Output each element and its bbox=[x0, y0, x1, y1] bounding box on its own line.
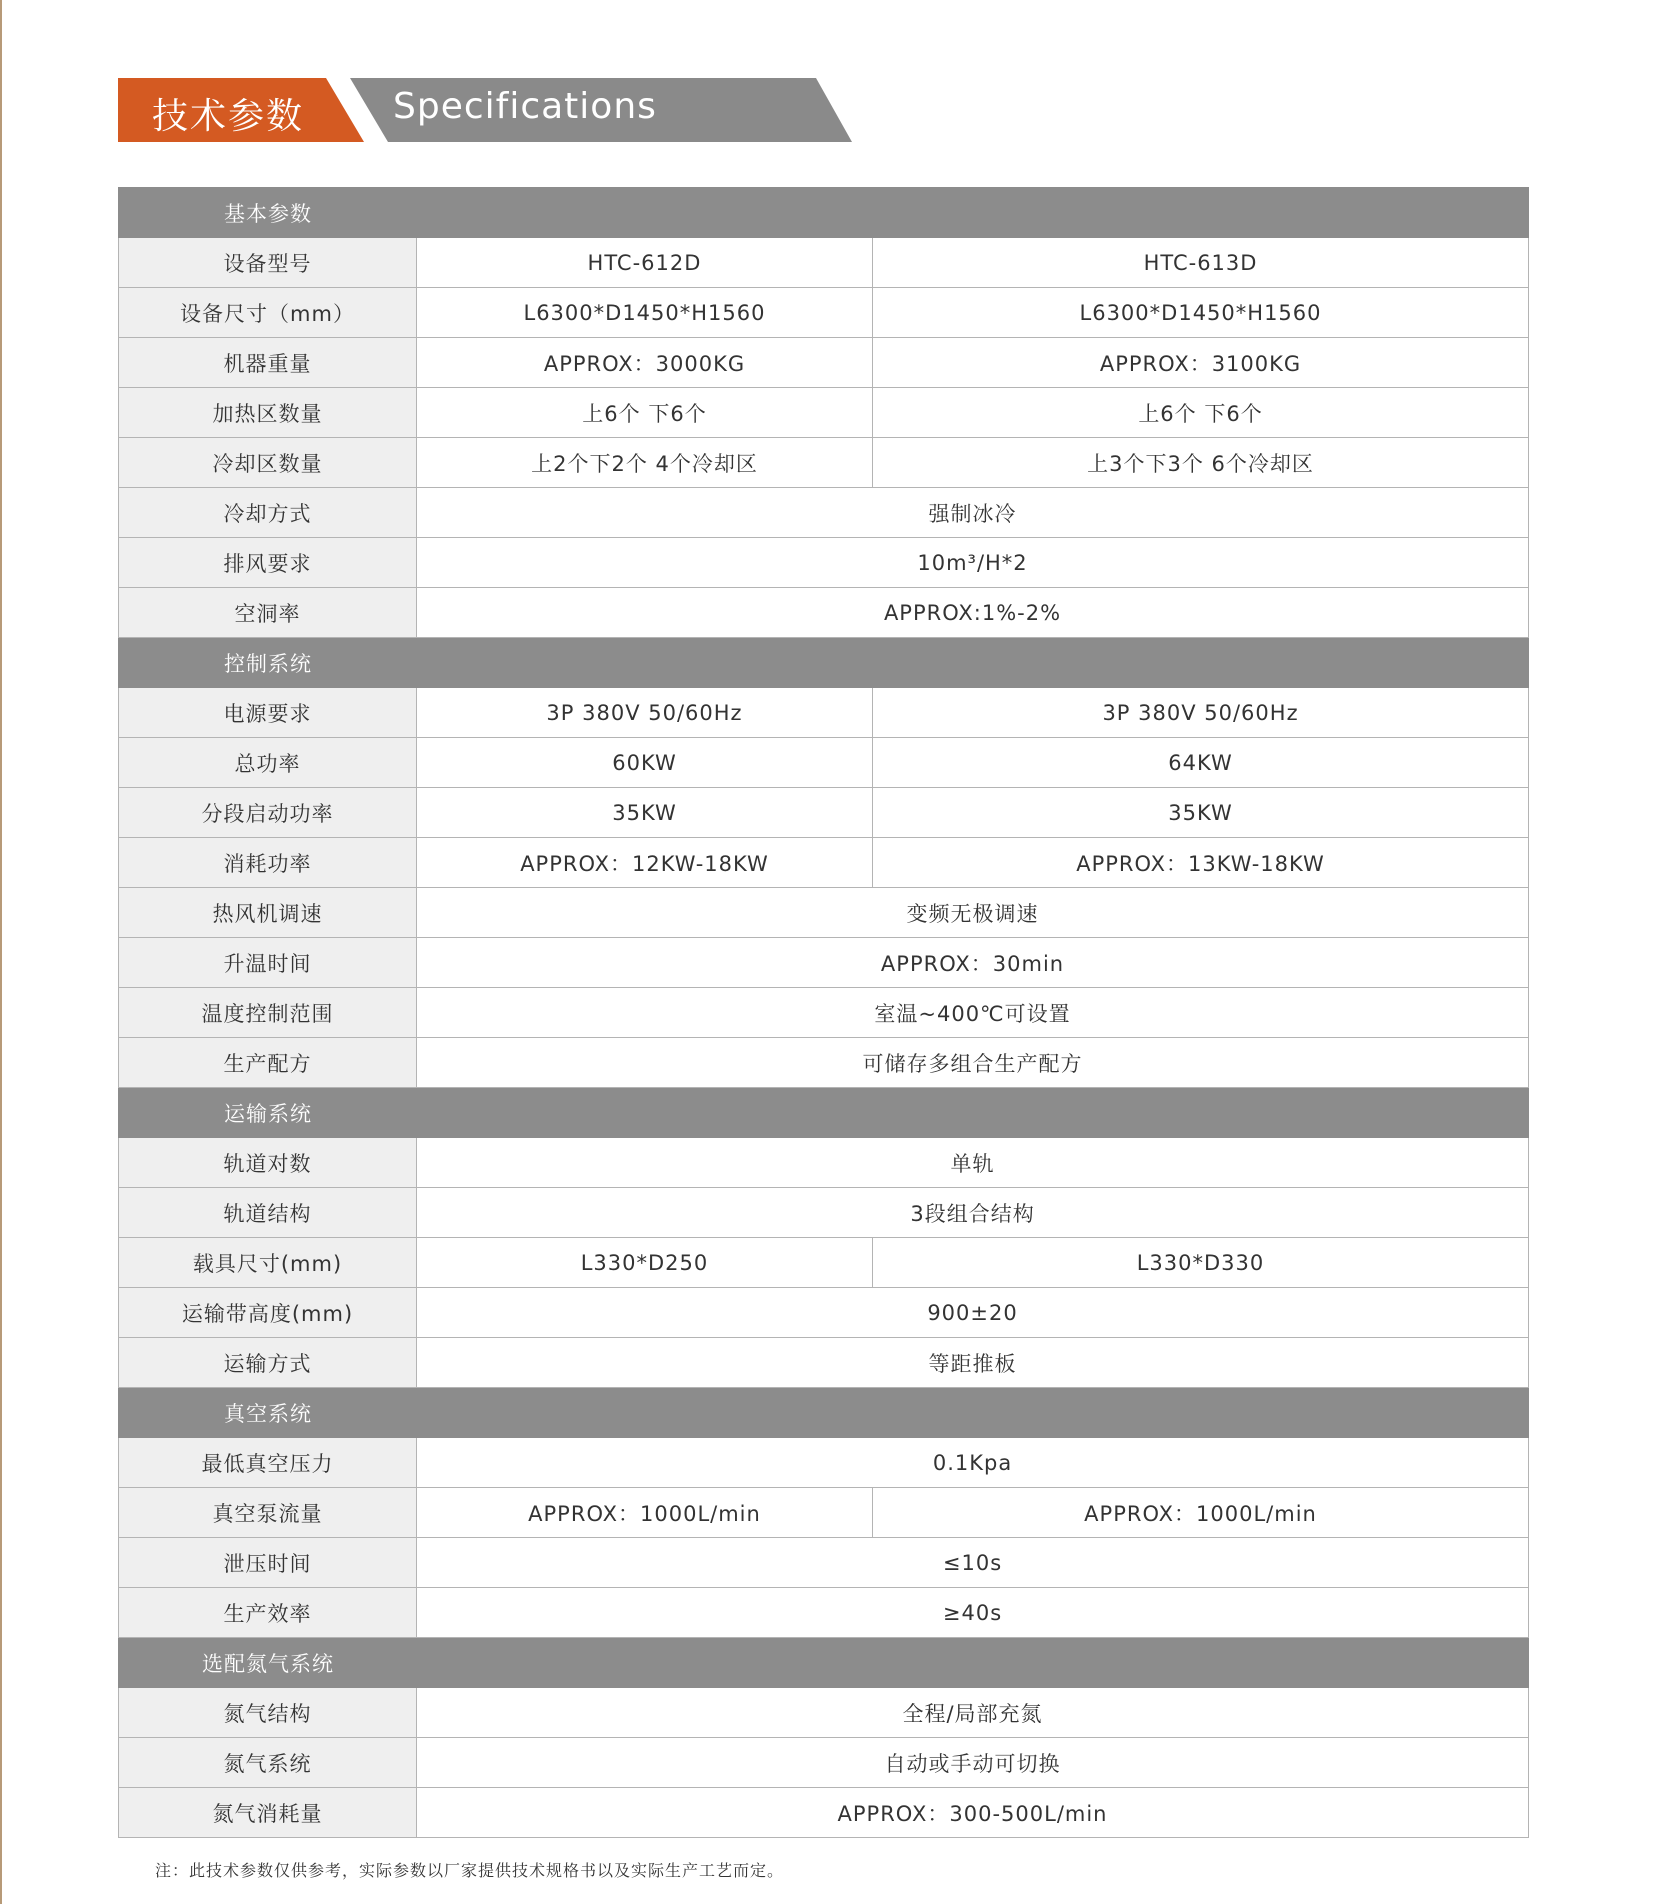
value-htc-612d: L330*D250 bbox=[417, 1238, 873, 1288]
row-label: 设备型号 bbox=[119, 238, 417, 288]
table-row bbox=[119, 1538, 1529, 1588]
section-row bbox=[119, 188, 1529, 238]
table-row bbox=[119, 338, 1529, 388]
value-htc-613d: APPROX：13KW-18KW bbox=[873, 838, 1529, 888]
table-row bbox=[119, 388, 1529, 438]
row-label: 空洞率 bbox=[119, 588, 417, 638]
value-shared: 强制冰冷 bbox=[417, 488, 1529, 538]
table-row bbox=[119, 1188, 1529, 1238]
title-en: Specifications bbox=[393, 86, 657, 127]
table-row bbox=[119, 1738, 1529, 1788]
row-label: 生产效率 bbox=[119, 1588, 417, 1638]
table-row bbox=[119, 688, 1529, 738]
row-label: 总功率 bbox=[119, 738, 417, 788]
row-label: 升温时间 bbox=[119, 938, 417, 988]
table-row bbox=[119, 488, 1529, 538]
row-label: 生产配方 bbox=[119, 1038, 417, 1088]
row-label: 消耗功率 bbox=[119, 838, 417, 888]
value-htc-613d: APPROX：3100KG bbox=[873, 338, 1529, 388]
value-htc-613d: 3P 380V 50/60Hz bbox=[873, 688, 1529, 738]
section-title: 真空系统 bbox=[224, 1401, 312, 1426]
section-title: 运输系统 bbox=[224, 1101, 312, 1126]
value-shared: 10m³/H*2 bbox=[417, 538, 1529, 588]
row-label: 轨道结构 bbox=[119, 1188, 417, 1238]
value-shared: ≤10s bbox=[417, 1538, 1529, 1588]
row-label: 运输方式 bbox=[119, 1338, 417, 1388]
value-htc-613d: HTC-613D bbox=[873, 238, 1529, 288]
value-shared: 等距推板 bbox=[417, 1338, 1529, 1388]
table-row bbox=[119, 938, 1529, 988]
row-label: 轨道对数 bbox=[119, 1138, 417, 1188]
value-shared: APPROX：300-500L/min bbox=[417, 1788, 1529, 1838]
value-htc-612d: L6300*D1450*H1560 bbox=[417, 288, 873, 338]
table-row bbox=[119, 438, 1529, 488]
table-row bbox=[119, 1138, 1529, 1188]
row-label: 载具尺寸(mm) bbox=[119, 1238, 417, 1288]
value-shared: APPROX:1%-2% bbox=[417, 588, 1529, 638]
value-shared: 900±20 bbox=[417, 1288, 1529, 1338]
row-label: 排风要求 bbox=[119, 538, 417, 588]
footnote: 注：此技术参数仅供参考，实际参数以厂家提供技术规格书以及实际生产工艺而定。 bbox=[155, 1861, 785, 1880]
page-left-border bbox=[0, 0, 2, 1904]
section-title-cell bbox=[119, 1088, 1529, 1138]
value-shared: 3段组合结构 bbox=[417, 1188, 1529, 1238]
section-row bbox=[119, 638, 1529, 688]
value-htc-613d: 上3个下3个 6个冷却区 bbox=[873, 438, 1529, 488]
row-label: 氮气结构 bbox=[119, 1688, 417, 1738]
row-label: 加热区数量 bbox=[119, 388, 417, 438]
row-label: 冷却方式 bbox=[119, 488, 417, 538]
table-row bbox=[119, 1038, 1529, 1088]
value-shared: 室温~400℃可设置 bbox=[417, 988, 1529, 1038]
value-htc-612d: 35KW bbox=[417, 788, 873, 838]
row-label: 运输带高度(mm) bbox=[119, 1288, 417, 1338]
table-row bbox=[119, 888, 1529, 938]
value-shared: APPROX：30min bbox=[417, 938, 1529, 988]
row-label: 泄压时间 bbox=[119, 1538, 417, 1588]
table-row bbox=[119, 1338, 1529, 1388]
section-title-cell bbox=[119, 188, 1529, 238]
table-row bbox=[119, 1288, 1529, 1338]
table-row bbox=[119, 738, 1529, 788]
table-row bbox=[119, 1588, 1529, 1638]
value-shared: 变频无极调速 bbox=[417, 888, 1529, 938]
table-row bbox=[119, 788, 1529, 838]
value-htc-612d: HTC-612D bbox=[417, 238, 873, 288]
value-shared: 单轨 bbox=[417, 1138, 1529, 1188]
section-title-cell bbox=[119, 638, 1529, 688]
section-title: 选配氮气系统 bbox=[202, 1651, 334, 1676]
table-row bbox=[119, 538, 1529, 588]
table-row bbox=[119, 288, 1529, 338]
table-row bbox=[119, 838, 1529, 888]
value-shared: 自动或手动可切换 bbox=[417, 1738, 1529, 1788]
row-label: 冷却区数量 bbox=[119, 438, 417, 488]
value-htc-613d: 64KW bbox=[873, 738, 1529, 788]
row-label: 真空泵流量 bbox=[119, 1488, 417, 1538]
value-htc-612d: 上6个 下6个 bbox=[417, 388, 873, 438]
value-htc-612d: APPROX：1000L/min bbox=[417, 1488, 873, 1538]
section-row bbox=[119, 1388, 1529, 1438]
table-row bbox=[119, 1438, 1529, 1488]
value-shared: 0.1Kpa bbox=[417, 1438, 1529, 1488]
section-title-cell bbox=[119, 1638, 1529, 1688]
value-htc-613d: L6300*D1450*H1560 bbox=[873, 288, 1529, 338]
value-shared: 可储存多组合生产配方 bbox=[417, 1038, 1529, 1088]
row-label: 热风机调速 bbox=[119, 888, 417, 938]
table-row bbox=[119, 988, 1529, 1038]
table-row bbox=[119, 1788, 1529, 1838]
value-htc-612d: APPROX：3000KG bbox=[417, 338, 873, 388]
value-htc-613d: L330*D330 bbox=[873, 1238, 1529, 1288]
table-row bbox=[119, 1238, 1529, 1288]
table-row bbox=[119, 238, 1529, 288]
spec-table bbox=[118, 187, 1529, 1838]
value-htc-613d: 上6个 下6个 bbox=[873, 388, 1529, 438]
value-htc-613d: 35KW bbox=[873, 788, 1529, 838]
section-title: 控制系统 bbox=[224, 651, 312, 676]
value-htc-612d: 上2个下2个 4个冷却区 bbox=[417, 438, 873, 488]
value-shared: ≥40s bbox=[417, 1588, 1529, 1638]
row-label: 分段启动功率 bbox=[119, 788, 417, 838]
table-row bbox=[119, 1688, 1529, 1738]
section-row bbox=[119, 1638, 1529, 1688]
section-row bbox=[119, 1088, 1529, 1138]
row-label: 氮气系统 bbox=[119, 1738, 417, 1788]
value-htc-612d: APPROX：12KW-18KW bbox=[417, 838, 873, 888]
table-row bbox=[119, 1488, 1529, 1538]
section-header bbox=[118, 78, 738, 142]
row-label: 温度控制范围 bbox=[119, 988, 417, 1038]
table-row bbox=[119, 588, 1529, 638]
value-htc-612d: 60KW bbox=[417, 738, 873, 788]
value-htc-613d: APPROX：1000L/min bbox=[873, 1488, 1529, 1538]
title-cn: 技术参数 bbox=[152, 96, 305, 137]
section-title-cell bbox=[119, 1388, 1529, 1438]
value-htc-612d: 3P 380V 50/60Hz bbox=[417, 688, 873, 738]
row-label: 氮气消耗量 bbox=[119, 1788, 417, 1838]
value-shared: 全程/局部充氮 bbox=[417, 1688, 1529, 1738]
row-label: 机器重量 bbox=[119, 338, 417, 388]
row-label: 设备尺寸（mm） bbox=[119, 288, 417, 338]
row-label: 最低真空压力 bbox=[119, 1438, 417, 1488]
row-label: 电源要求 bbox=[119, 688, 417, 738]
section-title: 基本参数 bbox=[224, 201, 312, 226]
